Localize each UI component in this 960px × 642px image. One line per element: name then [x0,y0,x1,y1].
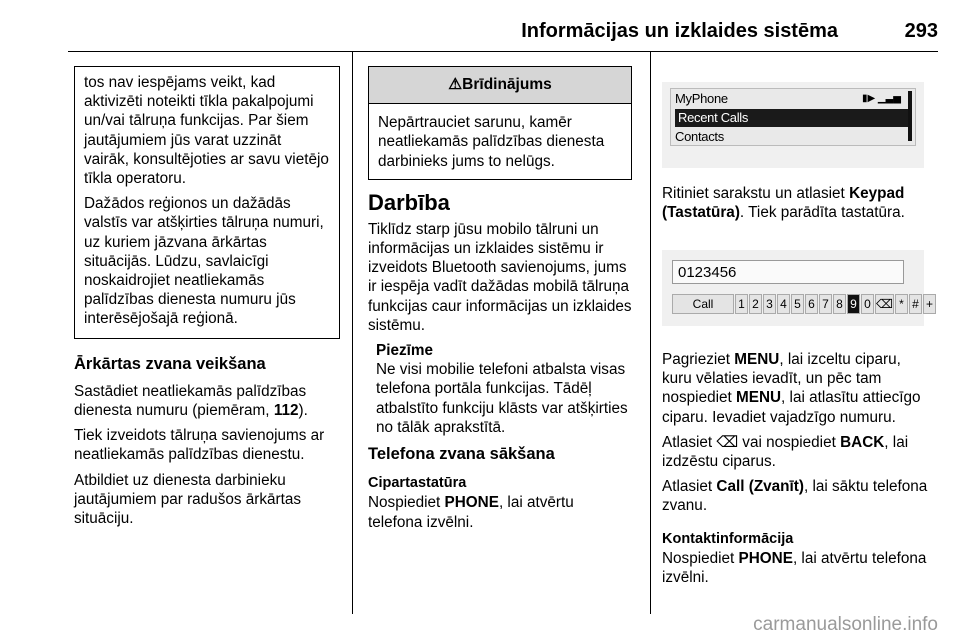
note [376,341,632,437]
number-input[interactable]: 0123456 [672,260,904,284]
watermark: carmanualsonline.info [753,614,938,635]
paragraph-back: Atlasiet ⌫ vai nospiediet BACK, lai izdzēstu ciparus. [662,433,909,471]
battery-signal-icon: ▮▶ ▁▃▅ [861,93,901,104]
menu-title: MyPhone [675,91,728,106]
paragraph-connection: Tiek izveidots tālruņa savienojums ar neatliekamās palīdzības dienestu. [74,427,325,464]
column-1 [74,66,340,534]
subsub-keypad: Cipartastatūra [368,475,467,492]
info-box [74,66,340,339]
keypad-display [662,250,933,326]
menu-item-contacts[interactable]: Contacts [675,129,724,144]
note-label: Piezīme [376,342,433,360]
paragraph-dial: Sastādiet neatliekamās palīdzības dienesta numuru (piemēram, 112). [74,382,308,420]
column-2 [368,66,632,538]
section-title-emergency: Ārkārtas zvana veikšana [74,354,266,373]
keypad-row [672,294,936,314]
paragraph-phone-contacts: Nospiediet PHONE, lai atvērtu telefona izvēlni. [662,549,927,587]
paragraph-bluetooth: Tiklīdz starp jūsu mobilo tālruni un informācijas un izklaides sistēmu ir izveidots Bluetooth savienojums, jums ir iespēja vadīt dažādas mobilā tālruņa funkcijas caur informācijas un izklaides sistēmu. [368,220,632,334]
key-3[interactable]: 3 [763,294,776,314]
heading-operation: Darbība [368,189,450,215]
paragraph-answer: Atbildiet uz dienesta darbinieku jautājumiem par radušos ārkārtas situāciju. [74,471,302,528]
box-paragraph-2: Dažādos reģionos un dažādās valstīs var atšķirties tālruņa numuri, uz kuriem jāzvana ārkārtas situācijās. Lūdzu, savlaicīgi noskaidrojiet neatliekamās palīdzības dienesta numuru jūs interēsējošajā reģionā. [84,195,324,328]
key-star[interactable]: * [895,294,908,314]
key-8[interactable]: 8 [833,294,846,314]
scrollbar[interactable] [908,91,912,141]
backspace-key[interactable]: ⌫ [875,294,894,314]
warning-icon: ⚠ [448,76,463,93]
phone-menu-screen [670,88,916,146]
subheading-call: Telefona zvana sākšana [368,445,555,464]
key-9[interactable]: 9 [847,294,860,314]
key-1[interactable]: 1 [735,294,748,314]
key-6[interactable]: 6 [805,294,818,314]
call-key[interactable]: Call [672,294,734,314]
note-text: Ne visi mobilie telefoni atbalsta visas telefona portāla funkcijas. Tādēļ atbalstīto funkciju klāsts var atšķirties no tālāk aprakstītā. [376,361,628,436]
paragraph-call: Atlasiet Call (Zvanīt), lai sāktu telefona zvanu. [662,478,928,515]
key-5[interactable]: 5 [791,294,804,314]
paragraph-scroll: Ritiniet sarakstu un atlasiet Keypad (Tastatūra). Tiek parādīta tastatūra. [662,185,905,222]
warning-text: Nepārtrauciet sarunu, kamēr neatliekamās palīdzības dienesta darbinieks jums to nelūgs. [378,114,605,170]
key-7[interactable]: 7 [819,294,832,314]
header-title: Informācijas un izklaides sistēma [521,20,838,42]
box-paragraph-1: tos nav iespējams veikt, kad aktivizēti noteikti tīkla pakalpojumi un/vai tālruņa funkcijas. Par šiem jautājumiem jūs varat uzzināt vairāk, konsultējoties ar savu vietējo tīkla operatoru. [84,74,329,188]
column-3-bottom [662,350,930,593]
key-2[interactable]: 2 [749,294,762,314]
menu-item-recent-calls[interactable]: Recent Calls [675,109,911,127]
phone-menu-display [662,82,924,168]
warning-header: ⚠Brīdinājums [369,67,631,104]
key-4[interactable]: 4 [777,294,790,314]
key-0[interactable]: 0 [861,294,874,314]
page-number: 293 [904,20,938,42]
key-hash[interactable]: # [909,294,922,314]
column-3-top [662,184,928,228]
warning-box [368,66,632,180]
paragraph-phone: Nospiediet PHONE, lai atvērtu telefona izvēlni. [368,494,574,531]
subsub-contacts: Kontaktinformācija [662,530,794,547]
column-divider-1 [352,51,353,614]
header-rule [68,51,938,52]
paragraph-turn-menu: Pagrieziet MENU, lai izceltu ciparu, kuru vēlaties ievadīt, un pēc tam nospiediet MENU, lai atlasītu attiecīgo ciparu. Ievadiet vajadzīgo numuru. [662,351,921,426]
column-divider-2 [650,51,651,614]
key-plus[interactable]: + [923,294,936,314]
